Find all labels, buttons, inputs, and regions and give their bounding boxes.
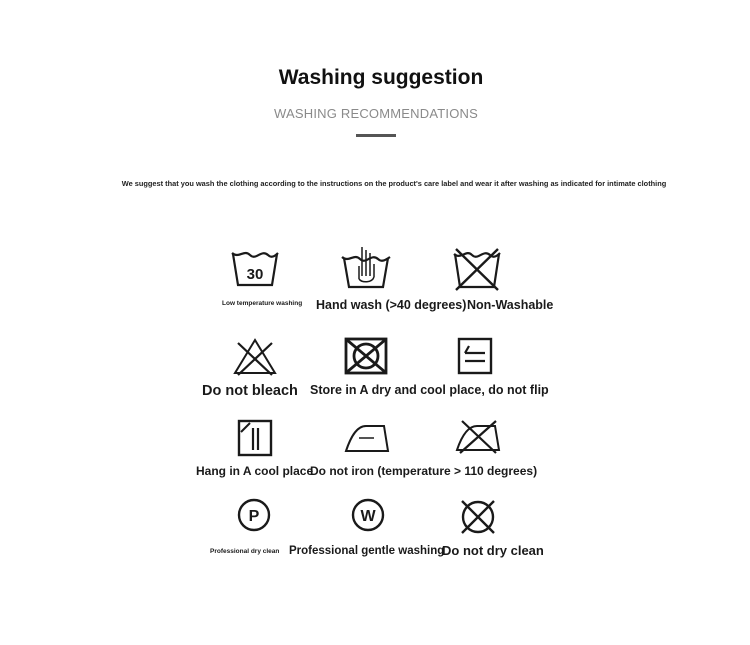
do-not-dry-clean-icon [458,497,498,537]
intro-text: We suggest that you wash the clothing according to the instructions on the product's care label and wear it after washing as indicated for intimate clothing [121,179,667,188]
title-divider [356,134,396,137]
wet-clean-letter: W [360,508,376,525]
hand-wash-icon [340,243,392,291]
wash-temperature-number: 30 [246,266,264,283]
care-label: Hang in A cool place [196,464,314,478]
drip-dry-shade-icon [237,419,273,457]
care-label: Do not iron (temperature > 110 degrees) [310,464,538,478]
dry-clean-letter: P [248,508,260,525]
care-label: Low temperature washing [222,300,303,307]
care-label: Store in A dry and cool place, do not flip [310,383,549,397]
wet-clean-w-icon [350,497,386,533]
page-title: Washing suggestion [278,66,484,89]
care-label: Non-Washable [467,298,554,312]
dry-flat-icon [457,337,493,375]
care-label: Professional gentle washing [289,545,445,557]
do-not-iron-icon [455,418,501,454]
care-label: Professional dry clean [210,548,280,555]
do-not-tumble-dry-icon [344,337,388,375]
care-label: Do not dry clean [442,543,544,558]
iron-icon [344,421,390,455]
care-label: Do not bleach [202,383,298,399]
dry-clean-p-icon [236,497,272,533]
do-not-bleach-icon [232,337,278,377]
do-not-wash-icon [452,248,502,292]
wash-tub-30-icon [230,250,280,292]
page-subtitle: WASHING RECOMMENDATIONS [274,106,478,121]
care-label: Hand wash (>40 degrees) [316,298,467,312]
